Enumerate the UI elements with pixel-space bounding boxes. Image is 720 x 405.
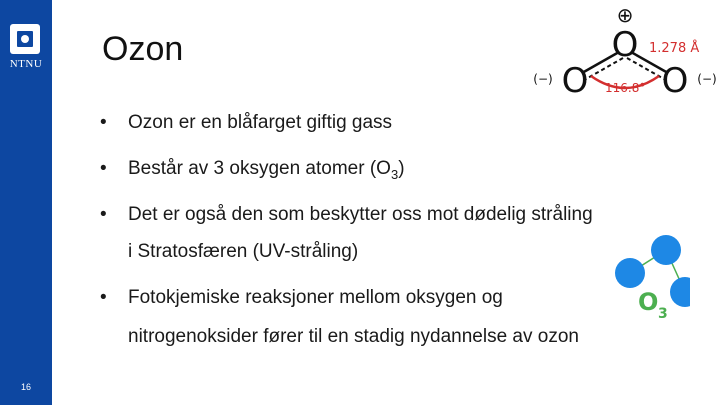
bullet-dot-icon: • xyxy=(100,158,107,179)
bullet-item xyxy=(100,287,503,309)
o3-label: O xyxy=(638,288,659,316)
oxygen-atom-sphere xyxy=(651,235,681,265)
sidebar xyxy=(0,0,52,405)
bullet-continuation: nitrogenoksider fører til en stadig nydannelse av ozon xyxy=(128,326,579,347)
o3-label-sub: 3 xyxy=(658,306,668,322)
plus-charge-icon: ⊕ xyxy=(616,3,634,27)
right-atom: O xyxy=(661,61,689,100)
oxygen-atom-sphere xyxy=(615,258,645,288)
bullet-item xyxy=(100,158,405,182)
bullet-subscript: 3 xyxy=(390,166,399,182)
left-atom: O xyxy=(561,61,589,100)
logo-text: NTNU xyxy=(9,58,43,70)
bond-angle-label: 116.8° xyxy=(605,81,646,95)
bullet-text: Består av 3 oksygen atomer (O xyxy=(128,158,391,179)
bullet-text: Fotokjemiske reaksjoner mellom oksygen og xyxy=(128,287,503,308)
bullet-item xyxy=(100,112,392,134)
right-charge: (−) xyxy=(697,72,717,86)
bullet-continuation: i Stratosfæren (UV-stråling) xyxy=(128,241,359,262)
oxygen-atom-sphere xyxy=(670,277,690,307)
ozon-structure-diagram xyxy=(525,0,720,100)
slide-title: Ozon xyxy=(102,30,184,68)
bullet-text: Ozon er en blåfarget giftig gass xyxy=(128,112,393,133)
bond-length-label: 1.278 Å xyxy=(649,41,700,56)
left-charge: (−) xyxy=(533,72,553,86)
page-number: 16 xyxy=(20,382,31,392)
bullet-dot-icon: • xyxy=(100,287,107,308)
bullet-text-end: ) xyxy=(398,158,405,179)
ntnu-logo-icon xyxy=(10,24,40,54)
center-atom: O xyxy=(611,25,639,65)
bullet-dot-icon: • xyxy=(100,204,107,225)
bullet-dot-icon: • xyxy=(100,112,107,133)
o3-molecule-model xyxy=(600,228,690,323)
bullet-item xyxy=(100,204,593,226)
bullet-text: Det er også den som beskytter oss mot dødelig stråling xyxy=(128,204,593,225)
